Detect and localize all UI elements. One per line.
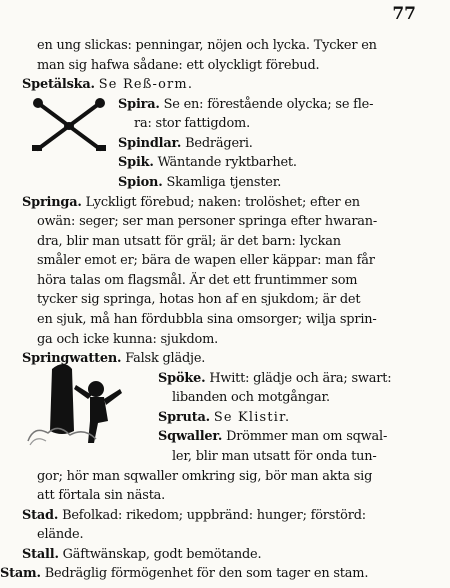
entry-line: ra: stor fattigdom.: [134, 116, 250, 132]
entry-spoke: Spöke. Hwitt: glädje och ära; swart:: [158, 370, 392, 386]
headword: Spik.: [118, 155, 154, 171]
entry-line: en ung slickas: penningar, nöjen och lycka. Tycker en: [37, 38, 377, 53]
entry-line: gor; hör man sqwaller omkring sig, bör man akta sig: [37, 468, 373, 484]
entry-stad: Stad. Befolkad: rikedom; uppbränd: hunger; förstörd:: [22, 507, 366, 523]
entry-line: libanden och motgångar.: [172, 390, 330, 406]
entry-line: höra talas om flagsmål. Är det ett fruntimmer som: [37, 272, 358, 288]
headword: Spindlar.: [118, 135, 182, 151]
headword: Spöke.: [158, 370, 206, 386]
ghost-scene-illustration: [24, 359, 124, 449]
entry-line: owän: seger; ser man personer springa efter hwaran-: [37, 214, 378, 230]
headword: Springa.: [22, 194, 82, 210]
crossed-sceptres-illustration: [26, 97, 112, 155]
headword: Stall.: [22, 546, 59, 562]
headword: Stad.: [22, 507, 59, 523]
entry-spindlar: Spindlar. Bedrägeri.: [118, 135, 253, 151]
entry-line: man sig hafwa sådane: ett olyckligt förebud.: [37, 57, 320, 73]
entry-spion: Spion. Skamliga tjenster.: [118, 175, 282, 190]
entry-spruta: Spruta. Se Klistir.: [158, 409, 291, 425]
entry-spira: Spira. Se en: förestående olycka; se fle-: [118, 96, 374, 112]
headword: Spetälska.: [22, 77, 95, 93]
entry-spetalska: Spetälska. Se Reß-orm.: [22, 77, 194, 93]
page-number: 77: [392, 4, 416, 24]
entry-line: elände.: [37, 527, 84, 543]
entry-line: dra, blir man utsatt för gräl; är det barn: lyckan: [37, 233, 341, 249]
entry-spik: Spik. Wäntande ryktbarhet.: [118, 155, 297, 171]
entry-springwatten: Springwatten. Falsk glädje.: [22, 351, 206, 367]
entry-stall: Stall. Gäftwänskap, godt bemötande.: [22, 546, 262, 562]
entry-sqwaller: Sqwaller. Drömmer man om sqwal-: [158, 429, 388, 445]
headword: Spion.: [118, 175, 163, 190]
entry-line: ler, blir man utsatt för onda tun-: [172, 449, 377, 464]
entry-line: att förtala sin nästa.: [37, 488, 166, 504]
headword: Spruta.: [158, 409, 210, 425]
headword: Stam.: [0, 566, 41, 582]
headword: Springwatten.: [22, 351, 122, 367]
entry-line: ga och icke kunna: sjukdom.: [37, 331, 219, 347]
entry-line: en sjuk, må han fördubbla sina omsorger; wilja sprin-: [37, 312, 377, 327]
headword: Sqwaller.: [158, 429, 223, 445]
headword: Spira.: [118, 96, 160, 112]
entry-line: småler emot er; bära de wapen eller käppar: man får: [37, 253, 375, 269]
entry-stam: Stam. Bedräglig förmögenhet för den som tager en stam.: [0, 566, 369, 582]
entry-line: tycker sig springa, hotas hon af en sjukdom; är det: [37, 292, 361, 308]
entry-springa: Springa. Lyckligt förebud; naken: trolöshet; efter en: [22, 194, 360, 210]
